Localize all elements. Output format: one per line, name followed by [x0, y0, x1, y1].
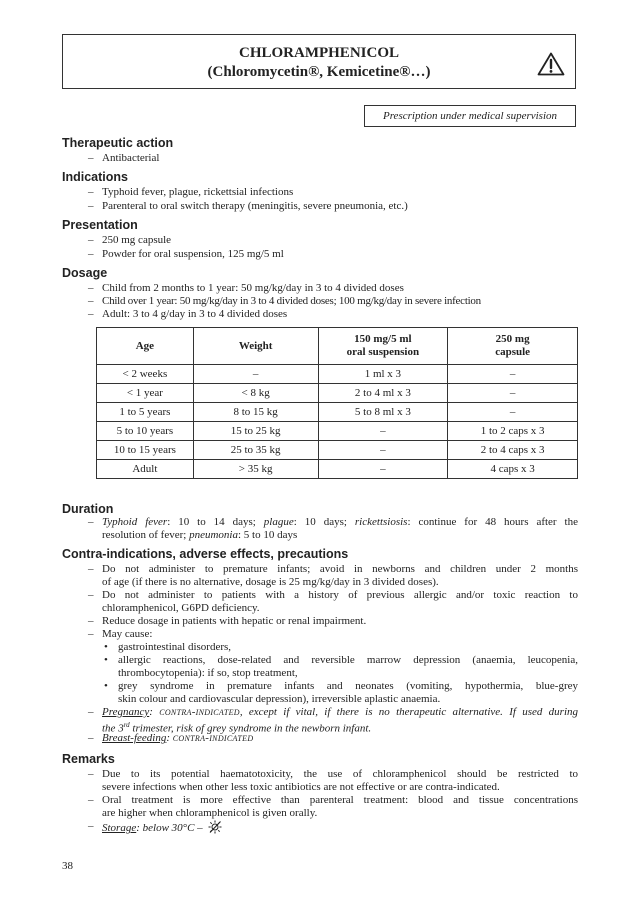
bullet-item: gastrointestinal disorders,: [118, 641, 232, 653]
column-header-oral-suspension: 150 mg/5 ml oral suspension: [318, 328, 448, 365]
section-heading-presentation: Presentation: [62, 218, 138, 232]
section-heading-indications: Indications: [62, 170, 128, 184]
table-row: 5 to 10 years 15 to 25 kg – 1 to 2 caps x 3: [97, 422, 578, 441]
list-item-continuation: of age (if there is no alternative, dosage is 25 mg/kg/day in 3 divided doses).: [102, 576, 439, 588]
section-heading-contra-indications: Contra-indications, adverse effects, precautions: [62, 547, 349, 561]
section-heading-duration: Duration: [62, 502, 114, 516]
bullet-icon: •: [104, 641, 108, 653]
section-heading-therapeutic-action: Therapeutic action: [62, 136, 174, 150]
section-heading-dosage: Dosage: [62, 266, 108, 280]
warning-triangle-icon: [537, 52, 565, 76]
bullet-icon: •: [104, 654, 108, 666]
list-item-continuation: chloramphenicol, G6PD deficiency.: [102, 602, 260, 614]
list-item-continuation: the 3rd trimester, risk of grey syndrome in the newborn infant.: [102, 721, 372, 735]
table-row: Adult > 35 kg – 4 caps x 3: [97, 460, 578, 479]
prescription-note: Prescription under medical supervision: [364, 105, 576, 127]
document-page: CHLORAMPHENICOL (Chloromycetin®, Kemicetine®…) Prescription under medical supervision Therapeutic action – Antibacterial Indications – Typhoid fever, plague, rickettsial infections – Parenteral to oral switch therapy (meningitis, severe pneumonia, etc.) Presentation – 250 mg capsule – Powder for oral suspension, 125 mg/5 ml Dosage – Child from 2 months to 1 year: 50 mg/kg/day in 3 to 4 divided doses – Child over 1 year: 50 mg/kg/day in 3 to 4 divided doses; 100 mg/kg/day in severe infection – Adult: 3 to 4 g/day in 3 to 4 divided doses Age Weight 150 mg/5 ml oral suspension 250 mg capsule < 2 weeks – 1 ml x 3 – < 1 year < 8 kg 2 to 4 ml x 3 – 1 to 5 years 8 to 15 kg 5 to 8 ml x 3 – 5 to 10 years 15 to 25 kg – 1 to 2 caps x 3 10 to 15 years 25 to 35 kg – 2 to 4 caps x 3 Adult > 35 kg – 4 caps x 3 Duration – Typhoid fever: 10 to 14 days; plague: 10 days; rickettsiosis: continue for 48 hours after the resolution of fever; pneumonia: 5 to 10 days Contra-indications, adverse effects, precautions – Do not administer to premature infants; avoid in newborns and children under 2 months of age (if there is no alternative, dosage is 25 mg/kg/day in 3 divided doses). – Do not administer to patients with a history of previous allergic and/or toxic reaction to chloramphenicol, G6PD deficiency. – Reduce dosage in patients with hepatic or renal impairment. – May cause: • gastrointestinal disorders, • allergic reactions, dose-related and reversible marrow depression (anaemia, leucopenia, thrombocytopenia): if so, stop treatment, • grey syndrome in premature infants and neonates (vomiting, hypothermia, blue-grey skin colour and cardiovascular depression), irreversible aplastic anaemia. – Pregnancy: contra-indicated, except if vital, if there is no therapeutic alternative. If used during the 3rd trimester, risk of grey syndrome in the newborn infant. – Breast-feeding: contra-indicated Remarks – Due to its potential haematotoxicity, the use of chloramphenicol should be restricted to severe infections when other less toxic antibiotics are not effective or are contra-indicated. – Oral treatment is more effective than parenteral treatment: blood and tissue concentrations are higher when chloramphenicol is given orally. – Storage: below 30°C – 38: [0, 0, 638, 903]
table-row: < 1 year < 8 kg 2 to 4 ml x 3 –: [97, 384, 578, 403]
bullet-item-continuation: skin colour and cardiovascular depression), irreversible aplastic anaemia.: [118, 693, 441, 705]
table-row: 1 to 5 years 8 to 15 kg 5 to 8 ml x 3 –: [97, 403, 578, 422]
list-item-continuation: severe infections when other less toxic antibiotics are not effective or are contra-indicated.: [102, 781, 500, 793]
title-box: [62, 34, 576, 89]
table-row: < 2 weeks – 1 ml x 3 –: [97, 365, 578, 384]
page-number: 38: [62, 860, 73, 872]
bullet-item: grey syndrome in premature infants and neonates (vomiting, hypothermia, blue-grey: [118, 680, 578, 692]
list-item-continuation: are higher when chloramphenicol is given orally.: [102, 807, 318, 819]
section-heading-remarks: Remarks: [62, 752, 115, 766]
list-item-continuation: resolution of fever; pneumonia: 5 to 10 days: [102, 529, 298, 541]
bullet-item: allergic reactions, dose-related and reversible marrow depression (anaemia, leucopenia,: [118, 654, 578, 666]
column-header-capsule: 250 mg capsule: [448, 328, 578, 365]
heat-sun-icon: [208, 820, 222, 834]
table-header-row: [97, 328, 578, 365]
bullet-item-continuation: thrombocytopenia): if so, stop treatment,: [118, 667, 298, 679]
column-header-weight: Weight: [193, 328, 318, 365]
table-row: 10 to 15 years 25 to 35 kg – 2 to 4 caps x 3: [97, 441, 578, 460]
drug-name: CHLORAMPHENICOL: [238, 45, 399, 61]
dosage-table: [96, 327, 578, 479]
bullet-icon: •: [104, 680, 108, 692]
column-header-age: Age: [97, 328, 194, 365]
brand-names: (Chloromycetin®, Kemicetine®…): [207, 64, 431, 80]
